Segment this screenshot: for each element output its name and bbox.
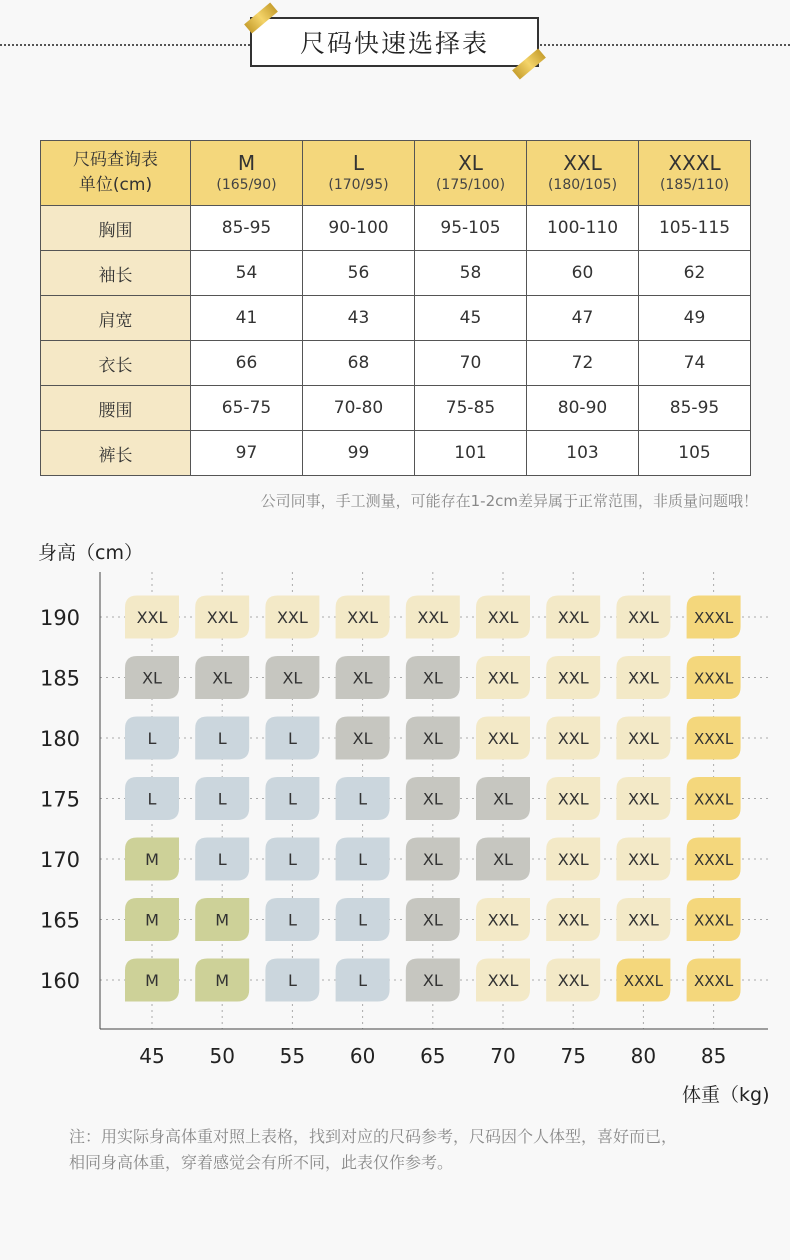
x-tick-label: 60 xyxy=(349,1044,376,1068)
table-cell: 90-100 xyxy=(303,206,415,251)
table-row xyxy=(41,251,751,296)
table-cell: 45 xyxy=(415,296,527,341)
size-cell-label: XL xyxy=(422,850,443,869)
size-cell-label: XXL xyxy=(347,608,379,627)
x-tick-label: 85 xyxy=(700,1044,727,1068)
size-cell-label: XXL xyxy=(136,608,168,627)
y-tick-label: 170 xyxy=(39,848,81,872)
y-tick-label: 175 xyxy=(39,787,81,812)
size-name: XXXL xyxy=(668,151,721,175)
size-name: XXL xyxy=(563,151,602,175)
size-chart xyxy=(0,560,790,1080)
size-cell-label: XXL xyxy=(627,668,659,688)
table-cell: 70 xyxy=(415,341,527,386)
x-tick-label: 50 xyxy=(209,1044,235,1068)
size-table xyxy=(40,140,751,476)
size-cell-label: M xyxy=(145,971,159,990)
table-cell: 72 xyxy=(527,341,639,386)
row-label: 裤长 xyxy=(41,431,191,476)
table-cell: 101 xyxy=(415,431,527,476)
table-cell: 62 xyxy=(639,251,751,296)
size-cell-label: XXL xyxy=(627,850,659,869)
size-header-m xyxy=(191,141,303,206)
size-cell-label: XXL xyxy=(487,971,519,990)
table-cell: 85-95 xyxy=(639,386,751,431)
size-spec: (175/100) xyxy=(435,177,506,193)
size-cell-label: XXL xyxy=(487,729,519,748)
unit-label: 单位(cm) xyxy=(78,175,153,195)
size-cell-label: XXL xyxy=(276,608,308,627)
size-cell-label: XXL xyxy=(627,789,659,809)
size-cell-label: XXXL xyxy=(694,609,734,627)
size-cell-label: L xyxy=(217,789,227,809)
size-header-xxxl xyxy=(639,141,751,206)
size-name: XL xyxy=(458,151,483,175)
size-cell-label: XXL xyxy=(557,789,589,809)
row-label: 衣长 xyxy=(41,341,191,386)
size-cell-label: XXL xyxy=(487,608,519,627)
row-label: 腰围 xyxy=(41,386,191,431)
size-cell-label: L xyxy=(358,910,368,930)
size-cell-label: L xyxy=(287,850,297,869)
size-cell-label: XXL xyxy=(206,608,238,627)
size-cell-label: XXXL xyxy=(623,972,663,990)
size-cell-label: M xyxy=(215,910,230,930)
size-spec: (185/110) xyxy=(659,177,730,193)
table-row xyxy=(41,386,751,431)
size-cell-label: XL xyxy=(493,789,513,809)
size-cell-label: M xyxy=(145,850,159,869)
size-cell-label: XXL xyxy=(627,910,659,930)
table-cell: 85-95 xyxy=(191,206,303,251)
y-tick-label: 180 xyxy=(39,727,81,751)
size-spec: (180/105) xyxy=(547,177,618,193)
size-cell-label: XL xyxy=(352,668,373,688)
size-cell-label: XL xyxy=(422,910,443,930)
size-cell-label: XXL xyxy=(557,850,589,869)
size-cell-label: XL xyxy=(422,668,443,688)
size-header-xl xyxy=(415,141,527,206)
table-corner-cell xyxy=(41,141,191,206)
size-cell-label: XXXL xyxy=(694,851,734,869)
size-cell-label: XL xyxy=(422,971,443,990)
size-cell-label: L xyxy=(147,729,157,748)
size-spec: (170/95) xyxy=(328,177,389,193)
measurement-note: 公司同事，手工测量，可能存在1-2cm差异属于正常范围，非质量问题哦！ xyxy=(260,492,758,510)
size-cell-label: L xyxy=(358,789,368,809)
size-cell-label: L xyxy=(287,910,297,930)
size-cell-label: L xyxy=(358,971,368,990)
size-cell-label: XXL xyxy=(627,729,659,748)
size-cell-label: XL xyxy=(352,729,373,748)
x-tick-label: 80 xyxy=(630,1044,657,1068)
size-cell-label: L xyxy=(287,789,297,809)
bottom-note xyxy=(69,1124,769,1176)
size-cell-label: XL xyxy=(493,850,513,869)
size-cell-label: XXXL xyxy=(694,790,734,809)
table-cell: 99 xyxy=(303,431,415,476)
corner-label: 尺码查询表 xyxy=(73,150,158,170)
table-cell: 95-105 xyxy=(415,206,527,251)
table-row xyxy=(41,341,751,386)
size-cell-label: XXL xyxy=(557,729,589,748)
size-table-header xyxy=(41,141,751,206)
table-row xyxy=(41,206,751,251)
size-cell-label: XXL xyxy=(557,608,589,627)
size-cell-label: XXL xyxy=(417,608,449,627)
size-cell-label: L xyxy=(358,850,368,869)
table-cell: 80-90 xyxy=(527,386,639,431)
size-name: L xyxy=(352,151,365,175)
size-cell-label: L xyxy=(287,729,297,748)
x-tick-label: 65 xyxy=(420,1044,446,1068)
row-label: 肩宽 xyxy=(41,296,191,341)
table-cell: 65-75 xyxy=(191,386,303,431)
table-cell: 75-85 xyxy=(415,386,527,431)
size-header-xxl xyxy=(527,141,639,206)
table-cell: 54 xyxy=(191,251,303,296)
table-cell: 70-80 xyxy=(303,386,415,431)
table-cell: 43 xyxy=(303,296,415,341)
y-tick-label: 190 xyxy=(39,606,81,630)
table-cell: 66 xyxy=(191,341,303,386)
table-cell: 56 xyxy=(303,251,415,296)
size-cell-label: XXL xyxy=(627,608,659,627)
size-cell-label: XXXL xyxy=(694,972,734,990)
size-cell-label: XXL xyxy=(557,971,589,990)
table-cell: 105 xyxy=(639,431,751,476)
bottom-note-line: 相同身高体重，穿着感觉会有所不同，此表仅作参考。 xyxy=(69,1153,454,1172)
table-cell: 105-115 xyxy=(639,206,751,251)
size-cell-label: XXL xyxy=(487,910,519,930)
size-cell-label: XXL xyxy=(557,668,589,688)
size-cell-label: XXXL xyxy=(694,669,734,688)
x-tick-label: 70 xyxy=(490,1044,516,1068)
table-cell: 74 xyxy=(639,341,751,386)
size-cell-label: XXL xyxy=(487,668,519,688)
y-tick-label: 160 xyxy=(39,969,81,993)
size-cell-label: XL xyxy=(422,729,443,748)
table-cell: 68 xyxy=(303,341,415,386)
size-cell-label: XXXL xyxy=(694,911,734,930)
table-cell: 100-110 xyxy=(527,206,639,251)
size-cell-label: L xyxy=(147,789,157,809)
x-tick-label: 55 xyxy=(279,1044,306,1068)
size-cell-label: XXXL xyxy=(694,730,734,748)
table-cell: 47 xyxy=(527,296,639,341)
size-cell-label: L xyxy=(287,971,297,990)
size-header-l xyxy=(303,141,415,206)
table-row xyxy=(41,296,751,341)
size-cell-label: M xyxy=(215,971,230,990)
table-row xyxy=(41,431,751,476)
bottom-note-line: 注：用实际身高体重对照上表格，找到对应的尺码参考，尺码因个人体型，喜好而已， xyxy=(69,1127,678,1146)
table-cell: 41 xyxy=(191,296,303,341)
size-cell-label: XL xyxy=(142,668,162,688)
x-tick-label: 75 xyxy=(560,1044,586,1068)
size-cell-label: XL xyxy=(212,668,233,688)
size-spec: (165/90) xyxy=(216,177,277,193)
y-axis-label: 身高（cm） xyxy=(38,542,143,564)
table-cell: 103 xyxy=(527,431,639,476)
x-tick-label: 45 xyxy=(139,1044,165,1068)
table-cell: 49 xyxy=(639,296,751,341)
row-label: 袖长 xyxy=(41,251,191,296)
x-axis-label: 体重（kg) xyxy=(682,1084,770,1106)
page-title: 尺码快速选择表 xyxy=(250,17,539,67)
size-name: M xyxy=(237,151,256,175)
table-cell: 97 xyxy=(191,431,303,476)
size-cell-label: L xyxy=(217,850,227,869)
size-cell-label: XL xyxy=(282,668,303,688)
y-tick-label: 165 xyxy=(39,908,81,933)
size-cell-label: M xyxy=(145,910,159,930)
size-cell-label: XXL xyxy=(557,910,589,930)
row-label: 胸围 xyxy=(41,206,191,251)
size-cell-label: L xyxy=(217,729,227,748)
y-tick-label: 185 xyxy=(39,666,81,691)
table-cell: 58 xyxy=(415,251,527,296)
table-cell: 60 xyxy=(527,251,639,296)
size-cell-label: XL xyxy=(422,789,443,809)
